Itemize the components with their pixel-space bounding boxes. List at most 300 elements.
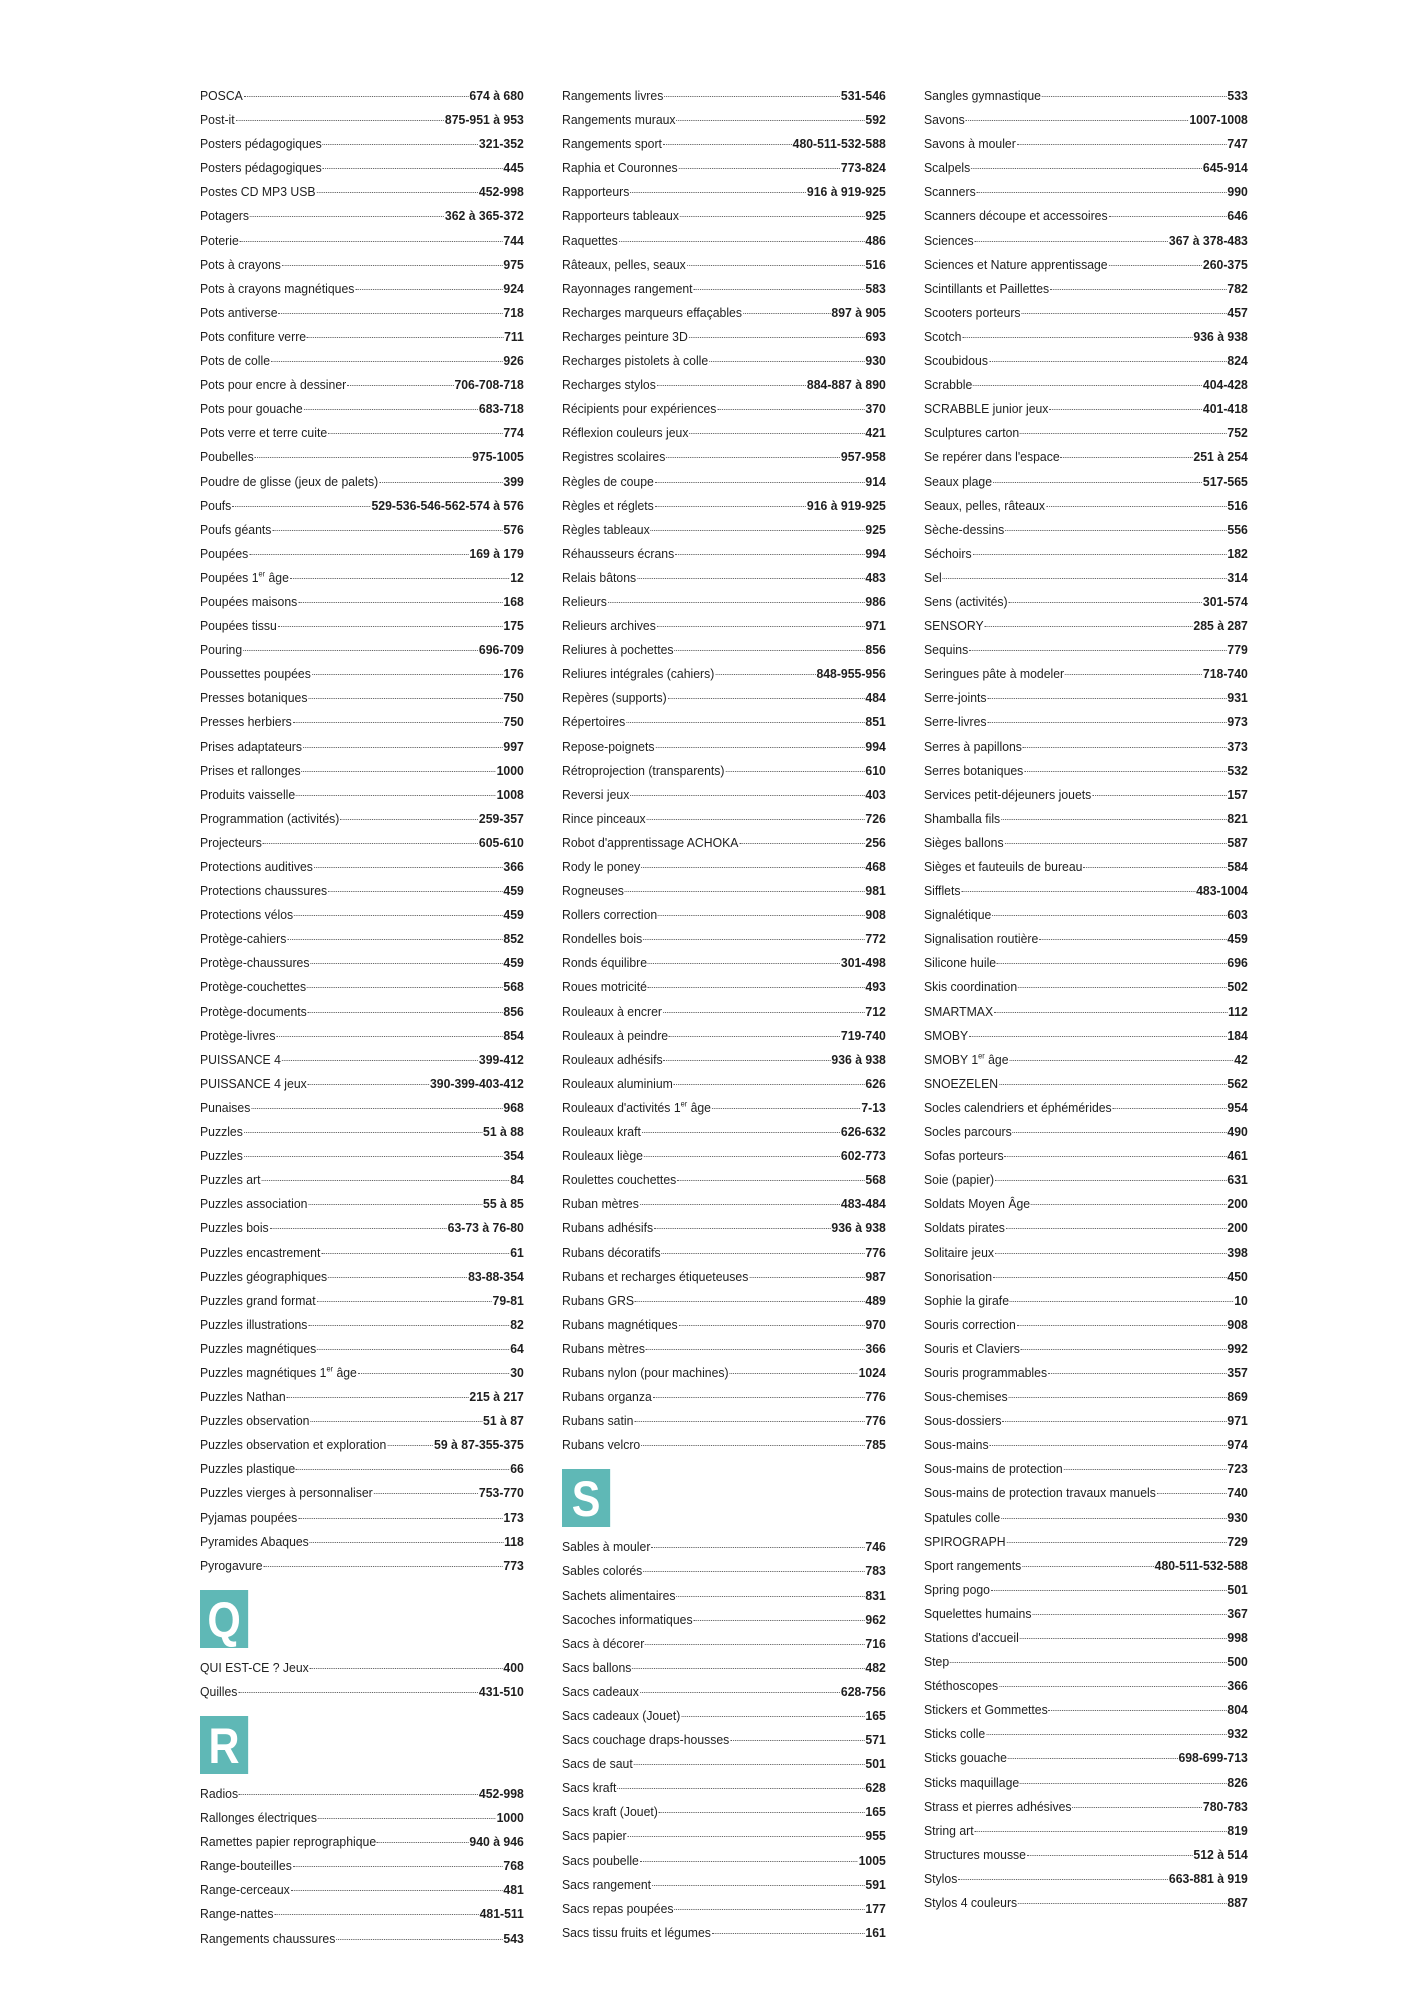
entry-term-text: Relais bâtons [562,569,637,585]
index-entry [562,1361,886,1385]
dot-leader [991,1590,1227,1591]
dot-leader [1018,987,1226,988]
entry-pages: 468 [865,859,886,874]
entry-pages: 84 [510,1172,524,1188]
entry-pages: 998 [1227,1630,1248,1645]
dot-leader [1018,1903,1226,1904]
index-entry [200,253,524,277]
dot-leader [999,1686,1226,1687]
entry-pages: 12 [510,569,524,585]
index-entry [562,132,886,156]
entry-pages: 626-632 [840,1124,886,1140]
entry-term [200,180,316,204]
entry-term-text: Pyrogavure [200,1557,263,1573]
entry-term-superscript: er [978,1051,985,1061]
index-entry [924,349,1248,373]
index-entry [924,1409,1248,1433]
entry-term-text: Rouleaux liège [562,1148,643,1164]
entry-pages: 605-610 [478,834,524,850]
entry-pages: 936 à 938 [1193,328,1248,344]
entry-term [562,927,642,951]
entry-term [200,566,289,590]
entry-term [562,421,688,445]
entry-pages: 583 [865,280,886,296]
index-entry [200,1385,524,1409]
entry-term [924,229,974,253]
entry-pages: 373 [1227,738,1248,754]
entry-term-text: Sculptures carton [924,425,1020,441]
index-entry [924,1241,1248,1265]
entry-term-text: Protège-cahiers [200,931,287,947]
entry-term-text: Recharges stylos [562,377,656,393]
entry-term [924,686,987,710]
dot-leader [387,1445,433,1446]
entry-term-text: Souris programmables [924,1364,1048,1380]
entry-term-text: Relieurs archives [562,618,656,634]
entry-term-text: Puzzles art [200,1172,261,1188]
dot-leader [340,819,478,820]
entry-term-text: SENSORY [924,618,984,634]
dot-leader [1109,265,1202,266]
index-entry [562,277,886,301]
entry-term-text: Sifflets [924,883,961,899]
entry-term [924,397,1048,421]
index-entry [924,975,1248,999]
entry-pages: 59 à 87-355-375 [434,1437,524,1453]
entry-term [924,614,984,638]
entry-pages: 161 [865,1924,886,1940]
entry-pages: 256 [865,834,886,850]
entry-term-text: Reliures intégrales (cahiers) [562,666,715,682]
entry-pages: 914 [865,473,886,489]
entry-term-text: Se repérer dans l'espace [924,449,1060,465]
dot-leader [973,385,1202,386]
entry-pages: 532 [1227,762,1248,778]
entry-term-text: Rapporteurs tableaux [562,208,679,224]
index-entry [200,84,524,108]
entry-term [200,1530,309,1554]
dot-leader [307,987,503,988]
dot-leader [314,867,503,868]
entry-term-text: PUISSANCE 4 [200,1051,281,1067]
dot-leader [1061,457,1193,458]
index-entry [562,445,886,469]
entry-term [200,277,354,301]
entry-pages: 773 [503,1557,524,1573]
entry-term [562,1776,616,1800]
index-entry [924,108,1248,132]
entry-pages: 366 [1227,1678,1248,1694]
entry-term [200,253,281,277]
entry-term [562,494,654,518]
dot-leader [679,168,840,169]
entry-term [200,132,322,156]
dot-leader [310,1542,503,1543]
entry-term [562,566,636,590]
entry-term [562,180,629,204]
entry-term-text: Recharges pistolets à colle [562,353,709,369]
index-entry [562,1144,886,1168]
index-entry [562,1337,886,1361]
entry-pages: 112 [1228,1003,1248,1019]
entry-term-text: Sens (activités) [924,593,1008,609]
entry-term-text: Rouleaux à peindre [562,1027,669,1043]
index-entry [562,638,886,662]
entry-pages: 51 à 87 [483,1413,524,1429]
dot-leader [652,1885,865,1886]
entry-term [924,1481,1156,1505]
entry-pages: 501 [1227,1581,1248,1597]
dot-leader [628,1836,865,1837]
dot-leader [712,1933,865,1934]
entry-term [562,1433,640,1457]
dot-leader [999,1084,1226,1085]
index-entry [562,1849,886,1873]
entry-pages: 968 [503,1099,524,1115]
entry-term [924,1192,1030,1216]
index-entry [200,1530,524,1554]
entry-term-text: Rubans adhésifs [562,1220,654,1236]
entry-term-text: Rody le poney [562,859,641,874]
entry-term-text: Scrabble [924,377,973,393]
index-entry [200,180,524,204]
dot-leader [640,1692,840,1693]
entry-term-text: Scanners découpe et accessoires [924,208,1108,224]
entry-term [924,759,1023,783]
entry-pages: 975 [503,256,524,272]
entry-term [200,84,243,108]
entry-term [924,590,1008,614]
entry-term-text: Rubans satin [562,1413,634,1429]
entry-term-suffix: âge [687,1099,711,1115]
entry-term-text: Socles parcours [924,1124,1012,1140]
entry-term [562,470,654,494]
index-entry [200,156,524,180]
entry-term [924,710,987,734]
entry-pages: 884-887 à 890 [806,377,886,393]
entry-term-text: Savons à mouler [924,136,1016,152]
dot-leader [263,1566,502,1567]
entry-term-text: Roues motricité [562,979,647,995]
entry-term-text: Protections vélos [200,907,294,923]
entry-pages: 399 [503,473,524,489]
entry-term-text: Presses herbiers [200,714,292,730]
index-column-3 [924,84,1248,1915]
entry-term [924,951,996,975]
entry-term [924,831,1004,855]
entry-term [924,108,965,132]
index-entry [924,686,1248,710]
entry-pages: 851 [865,714,886,730]
entry-pages: 986 [865,593,886,609]
dot-leader [238,1692,478,1693]
entry-term [200,590,297,614]
dot-leader [308,698,502,699]
entry-term [924,879,960,903]
index-entry [562,1921,886,1945]
dot-leader [1005,843,1227,844]
dot-leader [689,433,864,434]
dot-leader [308,1012,503,1013]
entry-term [924,1072,998,1096]
entry-term [200,1144,243,1168]
index-entry [200,494,524,518]
entry-pages: 674 à 680 [469,88,524,103]
dot-leader [290,578,510,579]
entry-term-text: Puzzles grand format [200,1292,316,1308]
index-entry [924,470,1248,494]
entry-pages: 804 [1227,1702,1248,1718]
dot-leader [1027,1855,1193,1856]
entry-term-text: SMOBY 1 [924,1051,979,1067]
entry-pages: 591 [865,1876,886,1892]
dot-leader [272,530,502,531]
entry-term-text: Rubans organza [562,1389,652,1405]
index-entry [924,421,1248,445]
entry-pages: 932 [1227,1726,1248,1742]
index-entry [562,108,886,132]
entry-term [924,1241,994,1265]
entry-term-suffix: âge [333,1364,357,1380]
entry-pages: 747 [1227,136,1248,152]
entry-pages: 1007-1008 [1189,112,1248,128]
entry-term-text: Prises et rallonges [200,762,301,778]
entry-term [562,156,678,180]
dot-leader [1006,1228,1227,1229]
index-entry [200,1433,524,1457]
entry-pages: 875-951 à 953 [444,112,524,128]
index-entry [200,1457,524,1481]
entry-pages: 357 [1227,1364,1248,1380]
entry-term-text: Sacs papier [562,1828,627,1844]
entry-pages: 177 [865,1900,886,1916]
entry-pages: 698-699-713 [1178,1750,1248,1766]
dot-leader [659,1812,865,1813]
entry-term-text: Presses botaniques [200,690,308,706]
dot-leader [317,1301,492,1302]
index-entry [200,638,524,662]
index-entry [924,494,1248,518]
dot-leader [304,409,478,410]
dot-leader [689,337,865,338]
entry-term [562,951,647,975]
entry-pages: 831 [865,1587,886,1603]
dot-leader [646,1349,865,1350]
index-entry [924,1361,1248,1385]
entry-pages: 169 à 179 [469,545,524,561]
dot-leader [271,361,503,362]
entry-term [562,84,663,108]
entry-term-text: Rouleaux d'activités 1 [562,1099,681,1115]
entry-pages: 854 [503,1027,524,1043]
entry-term [562,1000,662,1024]
dot-leader [1005,530,1226,531]
entry-term [562,1632,644,1656]
entry-pages: 354 [503,1148,524,1164]
entry-term-text: Postes CD MP3 USB [200,184,316,200]
entry-term [200,445,254,469]
dot-leader [657,626,865,627]
entry-term [200,1878,290,1902]
index-entry [562,397,886,421]
dot-leader [278,626,503,627]
dot-leader [1048,1373,1227,1374]
entry-term [924,1144,1004,1168]
entry-term [200,494,231,518]
index-entry [924,1554,1248,1578]
dot-leader [1020,1638,1227,1639]
dot-leader [651,530,865,531]
entry-pages: 908 [865,907,886,923]
entry-pages: 184 [1227,1027,1248,1043]
index-entry [562,1313,886,1337]
index-entry [924,1433,1248,1457]
dot-leader [687,265,865,266]
dot-leader [962,337,1192,338]
dot-leader [640,1204,840,1205]
dot-leader [358,1373,510,1374]
dot-leader [648,987,865,988]
index-entry [562,1535,886,1559]
dot-leader [653,1397,865,1398]
entry-term [200,614,277,638]
index-entry [924,518,1248,542]
entry-pages: 483-484 [840,1196,886,1212]
entry-term [924,1819,974,1843]
dot-leader [1021,313,1226,314]
entry-pages: 852 [503,931,524,947]
index-entry [200,1782,524,1806]
entry-pages: 954 [1227,1099,1248,1115]
index-entry [924,903,1248,927]
entry-term-text: Puzzles association [200,1196,308,1212]
entry-pages: 450 [1227,1268,1248,1284]
entry-pages: 459 [503,907,524,923]
index-entry [200,614,524,638]
entry-term-text: Pots antiverse [200,304,278,320]
entry-term-text: Règles tableaux [562,521,650,537]
index-entry [562,1873,886,1897]
entry-term-text: Pyjamas poupées [200,1509,298,1525]
entry-term-text: PUISSANCE 4 jeux [200,1075,307,1091]
index-entry [562,494,886,518]
index-entry [200,1337,524,1361]
entry-pages: 776 [865,1389,886,1405]
entry-pages: 997 [503,738,524,754]
entry-pages: 10 [1234,1292,1248,1308]
entry-pages: 370 [865,401,886,417]
dot-leader [317,1349,509,1350]
dot-leader [328,891,502,892]
entry-term [200,1048,281,1072]
entry-pages: 926 [503,353,524,369]
entry-pages: 631 [1227,1172,1248,1188]
entry-pages: 706-708-718 [454,377,524,393]
entry-pages: 452-998 [478,184,524,200]
index-entry [200,1000,524,1024]
index-entry [200,229,524,253]
entry-term-text: Sacs cadeaux [562,1683,639,1699]
entry-term-text: Rubans décoratifs [562,1244,661,1260]
dot-leader [278,313,502,314]
entry-pages: 776 [865,1244,886,1260]
entry-pages: 362 à 365-372 [444,208,524,224]
index-entry [924,132,1248,156]
dot-leader [355,289,502,290]
entry-pages: 750 [503,714,524,730]
index-entry [924,1289,1248,1313]
entry-pages: 461 [1227,1148,1248,1164]
dot-leader [1024,771,1226,772]
entry-pages: 774 [503,425,524,441]
index-entry [562,1168,886,1192]
entry-pages: 916 à 919-925 [806,497,886,513]
index-entry [924,301,1248,325]
entry-term-text: Repose-poignets [562,738,655,754]
entry-term-text: SMARTMAX [924,1003,994,1019]
index-entry [200,1096,524,1120]
dot-leader [634,1421,864,1422]
entry-term-text: Puzzles observation [200,1413,310,1429]
entry-term [562,108,676,132]
index-entry [924,638,1248,662]
entry-term-text: Rubans magnétiques [562,1316,678,1332]
dot-leader [1092,795,1226,796]
dot-leader [958,1879,1168,1880]
dot-leader [316,192,478,193]
dot-leader [293,722,503,723]
dot-leader [676,1596,864,1597]
index-entry [200,566,524,590]
entry-term [200,686,307,710]
entry-term [924,204,1108,228]
dot-leader [644,1156,840,1157]
entry-pages: 785 [865,1437,886,1453]
entry-pages: 962 [865,1611,886,1627]
index-entry [562,566,886,590]
index-entry [924,614,1248,638]
entry-pages: 973 [1227,714,1248,730]
index-entry [924,1795,1248,1819]
index-entry [562,927,886,951]
dot-leader [668,698,865,699]
entry-pages: 215 à 217 [469,1389,524,1405]
entry-term [200,1481,373,1505]
index-entry [562,614,886,638]
entry-term-text: QUI EST-CE ? Jeux [200,1659,309,1675]
entry-pages: 493 [865,979,886,995]
entry-term-text: Râteaux, pelles, seaux [562,256,686,272]
entry-term [200,1265,327,1289]
index-entry [200,542,524,566]
index-entry [562,1120,886,1144]
index-entry [924,445,1248,469]
index-entry [562,662,886,686]
entry-pages: 916 à 919-925 [806,184,886,200]
index-entry [562,1048,886,1072]
entry-term-text: Sciences et Nature apprentissage [924,256,1108,272]
index-entry [200,1656,524,1680]
entry-term-text: Protections auditives [200,859,313,874]
index-entry [924,783,1248,807]
dot-leader [987,698,1226,699]
entry-pages: 663-881 à 919 [1168,1870,1248,1886]
entry-pages: 576 [503,521,524,537]
index-entry [562,1608,886,1632]
entry-term [200,1385,286,1409]
entry-term [924,638,968,662]
entry-pages: 251 à 254 [1193,449,1248,465]
